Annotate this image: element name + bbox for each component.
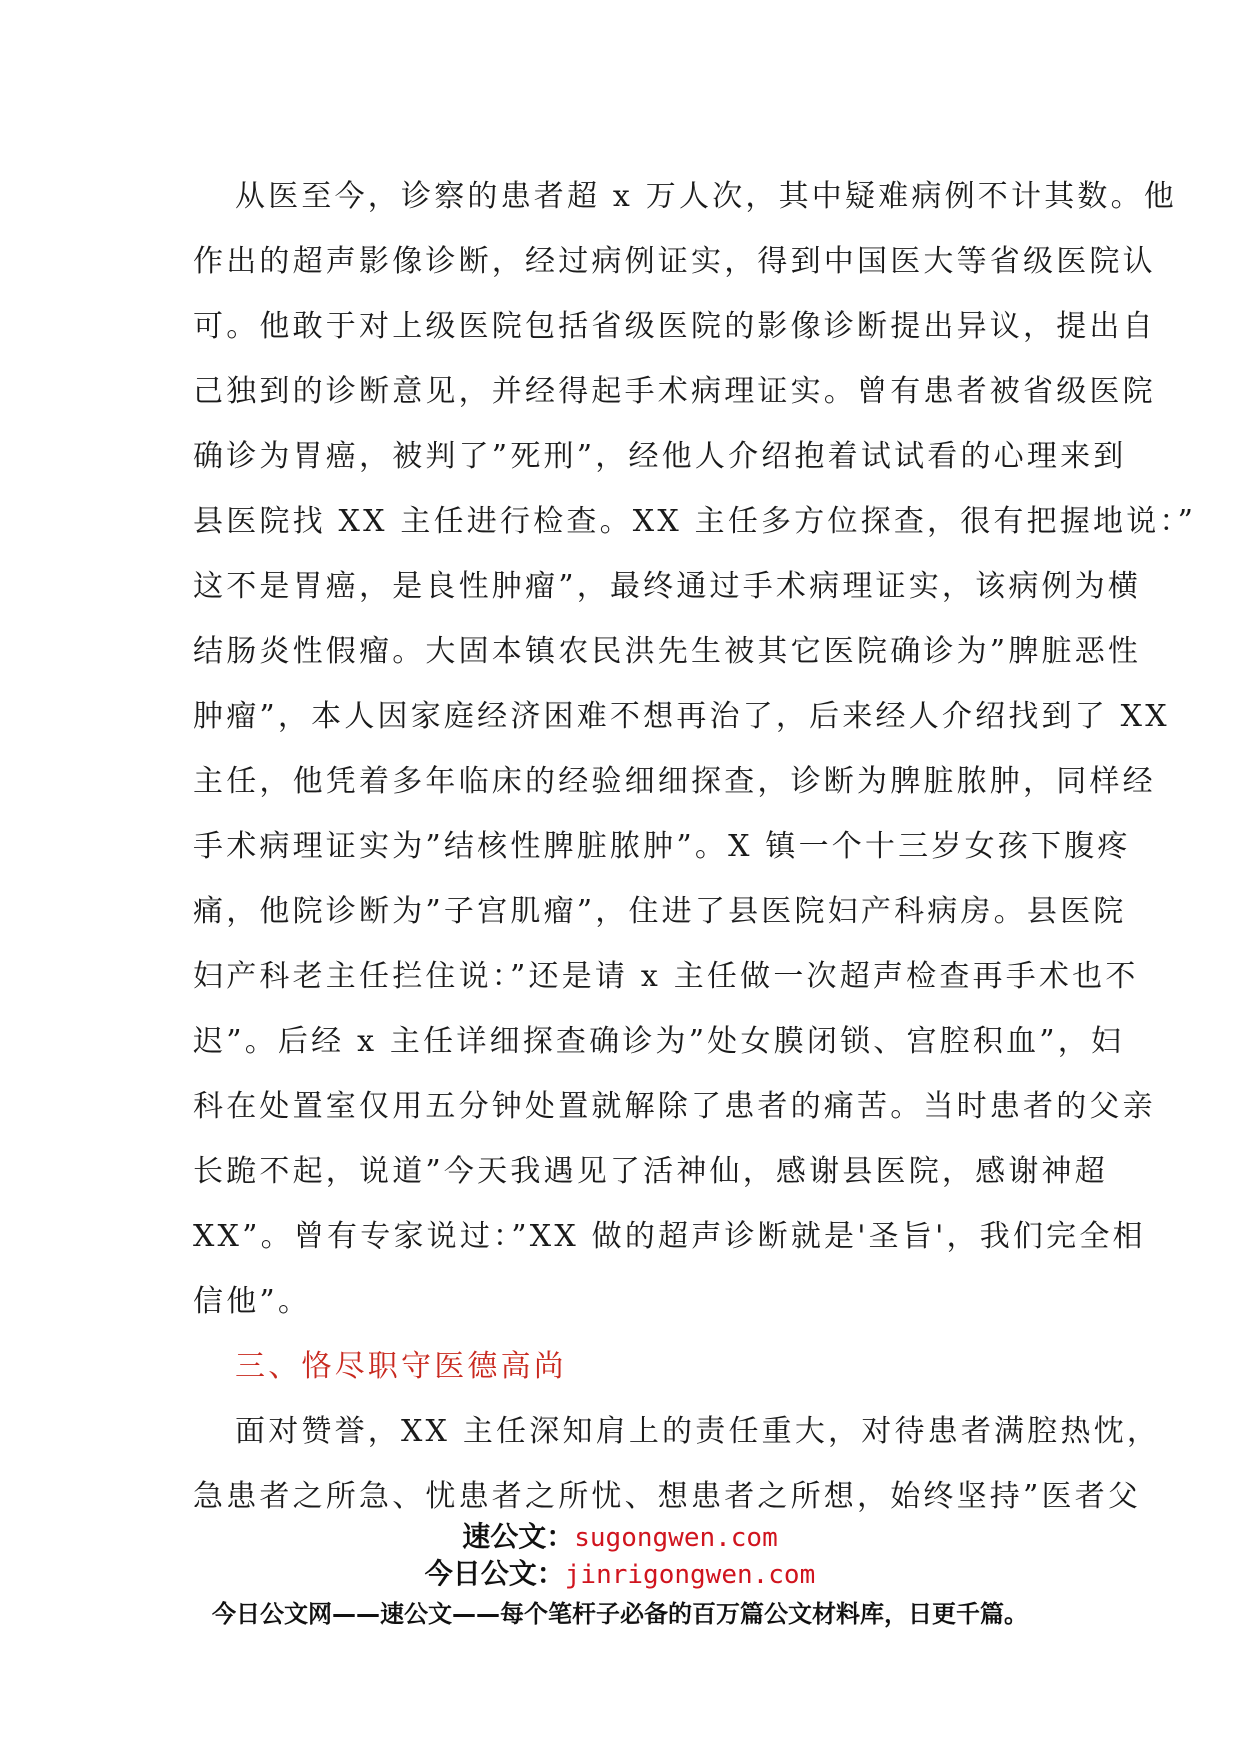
footer-site-2-label: 今日公文： — [424, 1557, 565, 1590]
paragraph-line: 从医至今，诊察的患者超 x 万人次，其中疑难病例不计其数。他 — [235, 179, 1177, 214]
paragraph-line: 手术病理证实为”结核性脾脏脓肿”。X 镇一个十三岁女孩下腹疼 — [193, 829, 1131, 864]
section-heading: 三、恪尽职守医德高尚 — [235, 1349, 567, 1384]
paragraph-line: 急患者之所急、忧患者之所忧、想患者之所想，始终坚持”医者父 — [193, 1479, 1142, 1514]
document-body — [193, 176, 1197, 1541]
paragraph-line: 可。他敢于对上级医院包括省级医院的影像诊断提出异议，提出自 — [193, 309, 1156, 344]
paragraph-line: 作出的超声影像诊断，经过病例证实，得到中国医大等省级医院认 — [193, 244, 1156, 279]
paragraph-line: 长跪不起，说道”今天我遇见了活神仙，感谢县医院，感谢神超 — [193, 1154, 1108, 1189]
footer-slogan: 今日公文网——速公文——每个笔杆子必备的百万篇公文材料库，日更千篇。 — [212, 1600, 1028, 1628]
footer-site-1-url[interactable]: sugongwen.com — [574, 1523, 778, 1553]
paragraph-line: 己独到的诊断意见，并经得起手术病理证实。曾有患者被省级医院 — [193, 374, 1156, 409]
footer-site-1-label: 速公文： — [462, 1520, 575, 1553]
paragraph-line: 迟”。后经 x 主任详细探查确诊为”处女膜闭锁、宫腔积血”，妇 — [193, 1024, 1125, 1059]
paragraph-line: 科在处置室仅用五分钟处置就解除了患者的痛苦。当时患者的父亲 — [193, 1089, 1156, 1124]
watermark-footer — [0, 1518, 1240, 1633]
footer-site-1 — [0, 1518, 1240, 1555]
paragraph-line: 确诊为胃癌，被判了”死刑”，经他人介绍抱着试试看的心理来到 — [193, 439, 1127, 474]
paragraph-line: 这不是胃癌，是良性肿瘤”，最终通过手术病理证实，该病例为横 — [193, 569, 1142, 604]
paragraph-line: 结肠炎性假瘤。大固本镇农民洪先生被其它医院确诊为”脾脏恶性 — [193, 634, 1142, 669]
paragraph-line: 面对赞誉，XX 主任深知肩上的责任重大，对待患者满腔热忱， — [235, 1414, 1161, 1449]
paragraph-line: 县医院找 XX 主任进行检查。XX 主任多方位探查，很有把握地说：” — [193, 504, 1197, 539]
paragraph-line: 信他”。 — [193, 1284, 312, 1319]
paragraph-line: XX”。曾有专家说过：”XX 做的超声诊断就是'圣旨'，我们完全相 — [193, 1219, 1146, 1254]
paragraph-line: 妇产科老主任拦住说：”还是请 x 主任做一次超声检查再手术也不 — [193, 959, 1139, 994]
footer-site-2 — [0, 1555, 1240, 1592]
footer-site-2-url[interactable]: jinrigongwen.com — [564, 1560, 816, 1590]
paragraph-line: 主任，他凭着多年临床的经验细细探查，诊断为脾脏脓肿，同样经 — [193, 764, 1156, 799]
paragraph-line: 痛，他院诊断为”子宫肌瘤”，住进了县医院妇产科病房。县医院 — [193, 894, 1127, 929]
paragraph-line: 肿瘤”，本人因家庭经济困难不想再治了，后来经人介绍找到了 XX — [193, 699, 1170, 734]
